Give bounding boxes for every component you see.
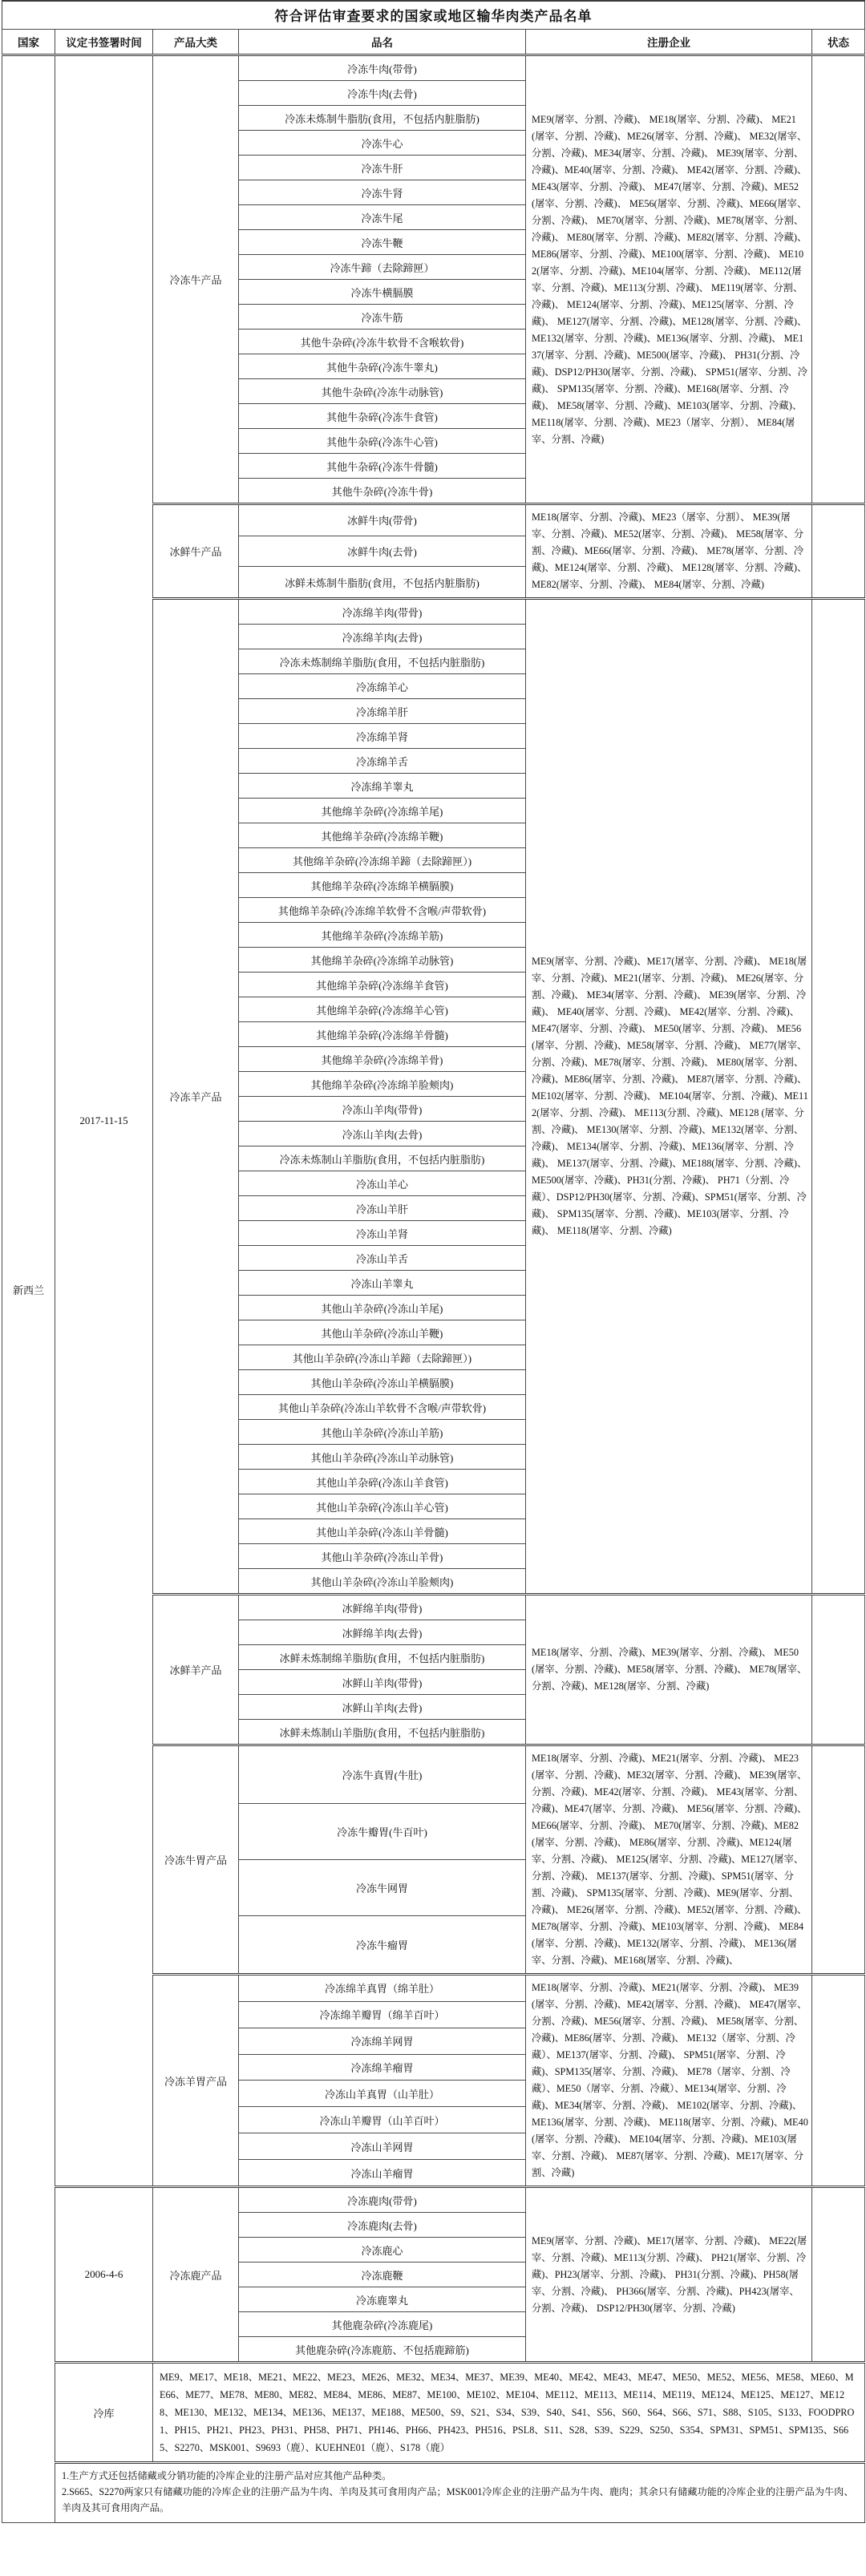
cold-storage-enterprises-cell: ME9、ME17、ME18、ME21、ME22、ME23、ME26、ME32、ME34、ME37、ME39、ME40、ME42、ME43、ME47、ME50、ME52、ME56、ME58、ME60、ME66、ME77、ME78、ME80、ME82、ME84、ME86、ME87、ME100、ME102、ME104、ME112、ME113、ME114、ME119、ME124、ME125、ME127、ME128、ME130、ME132、ME134、ME136、ME137、ME188、ME500、S9、S21、S34、S39、S40、S41、S56、S60、S64、S66、S71、S88、S105、S133、FOODPRO1、PH15、PH21、PH23、PH31、PH58、PH71、PH146、PH66、PH423、PH516、PSL8、S11、S28、S39、S229、S250、S354、SPM31、SPM51、SPM135、S665、S2270、MSK001、S9693（鹿）、KUEHNE01（鹿）、S178（鹿） (153, 2363, 865, 2463)
product-cell: 冷冻山羊瘤胃 (239, 2160, 526, 2187)
product-cell: 冷冻未炼制绵羊脂肪(食用，不包括内脏脂肪) (239, 649, 526, 674)
document-sheet (2, 0, 864, 2523)
product-cell: 冷冻牛瓣胃(牛百叶) (239, 1803, 526, 1859)
product-cell: 其他山羊杂碎(冷冻山羊动脉管) (239, 1445, 526, 1470)
product-cell: 冷冻鹿睾丸 (239, 2287, 526, 2312)
product-cell: 其他牛杂碎(冷冻牛骨髓) (239, 454, 526, 479)
protocol-date-cell: 2006-4-6 (55, 2187, 153, 2363)
product-cell: 其他牛杂碎(冷冻牛骨) (239, 479, 526, 504)
product-cell: 冷冻山羊心 (239, 1171, 526, 1196)
product-cell: 冰鲜牛肉(去骨) (239, 536, 526, 567)
enterprises-cell: ME18(屠宰、分割、冷藏)、ME21(屠宰、分割、冷藏)、 ME23(屠宰、分割、冷藏)、ME32(屠宰、分割、冷藏)、 ME39(屠宰、分割、冷藏)、ME42(屠宰、分割、冷藏)、 ME43(屠宰、分割、冷藏)、ME47(屠宰、分割、冷藏)、 ME56(屠宰、分割、冷藏)、ME66(屠宰、分割、冷藏)、 ME70(屠宰、分割、冷藏)、ME82(屠宰、分割、冷藏)、 ME86(屠宰、分割、冷藏)、ME124(屠宰、分割、冷藏)、 ME125(屠宰、分割、冷藏)、ME127(屠宰、分割、冷藏)、 ME137(屠宰、分割、冷藏)、SPM51(屠宰、分割、冷藏)、 SPM135(屠宰、分割、冷藏)、ME9(屠宰、分割、冷藏)、 ME26(屠宰、分割、冷藏)、ME52(屠宰、分割、冷藏)、 ME78(屠宰、分割、冷藏)、ME103(屠宰、分割、冷藏)、 ME84(屠宰、分割、冷藏)、ME132(屠宰、分割、冷藏)、 ME136(屠宰、分割、冷藏)、ME168(屠宰、分割、冷藏)、 (526, 1745, 812, 1975)
status-cell (812, 55, 865, 504)
product-cell: 冷冻绵羊肉(带骨) (239, 599, 526, 625)
product-cell: 其他绵羊杂碎(冷冻绵羊蹄（去除蹄匣）) (239, 848, 526, 873)
status-cell (812, 2187, 865, 2363)
title-row (2, 1, 865, 30)
product-cell: 其他牛杂碎(冷冻牛食管) (239, 404, 526, 429)
product-cell: 冰鲜未炼制绵羊脂肪(食用，不包括内脏脂肪) (239, 1645, 526, 1670)
product-cell: 冷冻山羊网胃 (239, 2133, 526, 2160)
product-cell: 其他山羊杂碎(冷冻山羊尾) (239, 1296, 526, 1320)
product-cell: 冷冻绵羊肾 (239, 724, 526, 749)
product-cell: 冷冻山羊睾丸 (239, 1271, 526, 1296)
product-cell: 其他山羊杂碎(冷冻山羊食管) (239, 1470, 526, 1494)
product-cell: 其他山羊杂碎(冷冻山羊蹄（去除蹄匣）) (239, 1345, 526, 1370)
product-cell: 其他绵羊杂碎(冷冻绵羊鞭) (239, 823, 526, 848)
product-cell: 其他绵羊杂碎(冷冻绵羊筋) (239, 923, 526, 948)
col-header-product-name: 品名 (239, 30, 526, 55)
product-cell: 其他绵羊杂碎(冷冻绵羊动脉管) (239, 948, 526, 973)
status-cell (812, 1595, 865, 1745)
product-cell: 其他绵羊杂碎(冷冻绵羊骨) (239, 1047, 526, 1072)
product-cell: 冷冻鹿心 (239, 2238, 526, 2263)
product-cell: 其他绵羊杂碎(冷冻绵羊骨髓) (239, 1022, 526, 1047)
product-cell: 冷冻山羊肝 (239, 1196, 526, 1221)
col-header-registered-enterprises: 注册企业 (526, 30, 812, 55)
product-cell: 冷冻牛肝 (239, 156, 526, 180)
product-cell: 冷冻绵羊舌 (239, 749, 526, 774)
product-cell: 冷冻绵羊瘤胃 (239, 2054, 526, 2081)
product-cell: 冷冻绵羊瓣胃（绵羊百叶） (239, 2001, 526, 2028)
enterprises-cell: ME9(屠宰、分割、冷藏)、ME17(屠宰、分割、冷藏)、 ME22(屠宰、分割、冷藏)、ME113(分割、冷藏)、 PH21(屠宰、分割、冷藏)、PH23(屠宰、分割、冷藏)、 PH31(分割、冷藏)、PH58(屠宰、分割、冷藏)、 PH366(屠宰、分割、冷藏)、PH423(屠宰、分割、冷藏)、 DSP12/PH30(屠宰、分割、冷藏) (526, 2187, 812, 2363)
product-cell: 冰鲜山羊肉(带骨) (239, 1670, 526, 1695)
category-cell: 冷冻鹿产品 (153, 2187, 239, 2363)
product-cell: 冷冻山羊肾 (239, 1221, 526, 1246)
status-cell (812, 1975, 865, 2187)
products-table (2, 0, 865, 2523)
table-row (2, 55, 865, 81)
product-cell: 其他山羊杂碎(冷冻山羊心管) (239, 1494, 526, 1519)
product-cell: 冷冻牛蹄（去除蹄匣） (239, 255, 526, 280)
notes-row (2, 2463, 865, 2523)
product-cell: 其他山羊杂碎(冷冻山羊骨) (239, 1544, 526, 1569)
product-cell: 其他山羊杂碎(冷冻山羊骨髓) (239, 1519, 526, 1544)
table-header (2, 30, 865, 55)
product-cell: 冰鲜未炼制山羊脂肪(食用，不包括内脏脂肪) (239, 1720, 526, 1745)
note-text: 2.S665、S2270两家只有储藏功能的冷库企业的注册产品为牛肉、羊肉及其可食用肉产品；MSK001冷库企业的注册产品为牛肉、鹿肉；其余只有储藏功能的冷库企业的注册产品为牛肉、羊肉及其可食用肉产品。 (62, 2486, 854, 2513)
product-cell: 冷冻山羊舌 (239, 1246, 526, 1271)
product-cell: 其他山羊杂碎(冷冻山羊横膈膜) (239, 1370, 526, 1395)
product-cell: 其他鹿杂碎(冷冻鹿筋、不包括鹿蹄筋) (239, 2337, 526, 2363)
product-cell: 其他山羊杂碎(冷冻山羊鞭) (239, 1320, 526, 1345)
col-header-protocol-date: 议定书签署时间 (55, 30, 153, 55)
product-cell: 其他绵羊杂碎(冷冻绵羊食管) (239, 973, 526, 997)
enterprises-cell: ME9(屠宰、分割、冷藏)、 ME18(屠宰、分割、冷藏)、 ME21(屠宰、分割、冷藏)、ME26(屠宰、分割、冷藏)、 ME32(屠宰、分割、冷藏)、ME34(屠宰、分割、冷藏)、 ME39(屠宰、分割、冷藏)、ME40(屠宰、分割、冷藏)、 ME42(屠宰、分割、冷藏)、ME43(屠宰、分割、冷藏)、 ME47(屠宰、分割、冷藏)、ME52(屠宰、分割、冷藏)、 ME56(屠宰、分割、冷藏)、ME66(屠宰、分割、冷藏)、 ME70(屠宰、分割、冷藏)、ME78(屠宰、分割、冷藏)、 ME80(屠宰、分割、冷藏)、ME82(屠宰、分割、冷藏)、 ME86(屠宰、分割、冷藏)、ME100(屠宰、分割、冷藏)、 ME102(屠宰、分割、冷藏)、ME104(屠宰、分割、冷藏)、 ME112(屠宰、分割、冷藏)、ME113(分割、冷藏)、 ME119(屠宰、分割、冷藏)、 ME124(屠宰、分割、冷藏)、ME125(屠宰、分割、冷藏)、 ME127(屠宰、分割、冷藏)、ME128(屠宰、分割、冷藏)、 ME132(屠宰、分割、冷藏)、ME136(屠宰、分割、冷藏)、 ME137(屠宰、分割、冷藏)、ME500(屠宰、冷藏)、 PH31(分割、冷藏)、DSP12/PH30(屠宰、分割、冷藏)、 SPM51(屠宰、分割、冷藏)、 SPM135(屠宰、分割、冷藏)、ME168(屠宰、分割、冷藏)、 ME58(屠宰、分割、冷藏)、ME103(屠宰、分割、冷藏)、 ME118(屠宰、分割、冷藏)、ME23（屠宰、分割）、 ME84(屠宰、分割、冷藏) (526, 55, 812, 504)
product-cell: 冷冻绵羊真胃（绵羊肚） (239, 1975, 526, 2002)
product-cell: 其他牛杂碎(冷冻牛心管) (239, 429, 526, 454)
page-title: 符合评估审查要求的国家或地区输华肉类产品名单 (2, 1, 865, 30)
product-cell: 其他山羊杂碎(冷冻山羊软骨不含喉/声带软骨) (239, 1395, 526, 1420)
product-cell: 其他鹿杂碎(冷冻鹿尾) (239, 2312, 526, 2337)
note-text: 1.生产方式还包括储藏或分销功能的冷库企业的注册产品对应其他产品种类。 (62, 2470, 392, 2481)
enterprises-cell: ME18(屠宰、分割、冷藏)、ME23（屠宰、分割）、 ME39(屠宰、分割、冷藏)、ME52(屠宰、分割、冷藏)、 ME58(屠宰、分割、冷藏)、ME66(屠宰、分割、冷藏)、 ME78(屠宰、分割、冷藏)、ME124(屠宰、分割、冷藏)、 ME128(屠宰、分割、冷藏)、ME82(屠宰、分割、冷藏)、 ME84(屠宰、分割、冷藏) (526, 504, 812, 599)
product-cell: 其他牛杂碎(冷冻牛软骨不含喉软骨) (239, 330, 526, 354)
category-cell: 冷冻羊胃产品 (153, 1975, 239, 2187)
product-cell: 冷冻牛肉(去骨) (239, 81, 526, 106)
cold-storage-label-cell: 冷库 (55, 2363, 153, 2463)
product-cell: 冷冻山羊肉(去骨) (239, 1122, 526, 1146)
product-cell: 冷冻绵羊睾丸 (239, 774, 526, 799)
product-cell: 冰鲜牛肉(带骨) (239, 504, 526, 536)
product-cell: 冷冻牛网胃 (239, 1859, 526, 1915)
category-cell: 冰鲜羊产品 (153, 1595, 239, 1745)
status-cell (812, 1745, 865, 1975)
col-header-category: 产品大类 (153, 30, 239, 55)
product-cell: 其他绵羊杂碎(冷冻绵羊脸颊肉) (239, 1072, 526, 1097)
product-cell: 冷冻牛肉(带骨) (239, 55, 526, 81)
product-cell: 冷冻牛筋 (239, 305, 526, 330)
product-cell: 其他山羊杂碎(冷冻山羊脸颊肉) (239, 1569, 526, 1595)
product-cell: 冷冻山羊肉(带骨) (239, 1097, 526, 1122)
category-cell: 冷冻牛产品 (153, 55, 239, 504)
product-cell: 冷冻绵羊心 (239, 674, 526, 699)
product-cell: 其他绵羊杂碎(冷冻绵羊横膈膜) (239, 873, 526, 898)
product-cell: 冷冻牛心 (239, 131, 526, 156)
product-cell: 冷冻未炼制山羊脂肪(食用，不包括内脏脂肪) (239, 1146, 526, 1171)
product-cell: 冷冻鹿鞭 (239, 2263, 526, 2287)
product-cell: 冷冻牛瘤胃 (239, 1916, 526, 1975)
product-cell: 冷冻山羊真胃（山羊肚） (239, 2081, 526, 2107)
protocol-date-cell: 2017-11-15 (55, 55, 153, 2187)
category-cell: 冷冻牛胃产品 (153, 1745, 239, 1975)
col-header-status: 状态 (812, 30, 865, 55)
product-cell: 冰鲜绵羊肉(带骨) (239, 1595, 526, 1620)
enterprises-cell: ME9(屠宰、分割、冷藏)、ME17(屠宰、分割、冷藏)、 ME18(屠宰、分割、冷藏)、ME21(屠宰、分割、冷藏)、 ME26(屠宰、分割、冷藏)、 ME34(屠宰、分割、冷藏)、 ME39(屠宰、分割、冷藏)、 ME40(屠宰、分割、冷藏)、 ME42(屠宰、分割、冷藏)、 ME47(屠宰、分割、冷藏)、 ME50(屠宰、分割、冷藏)、 ME56(屠宰、分割、冷藏)、ME58(屠宰、分割、冷藏)、 ME77(屠宰、分割、冷藏)、ME78(屠宰、分割、冷藏)、 ME80(屠宰、分割、冷藏)、ME86(屠宰、分割、冷藏)、 ME87(屠宰、分割、冷藏)、ME102(屠宰、分割、冷藏)、 ME104(屠宰、分割、冷藏)、ME112(屠宰、分割、冷藏)、 ME113(分割、冷藏)、ME128 (屠宰、分割、冷藏)、 ME130(屠宰、分割、冷藏)、ME132(屠宰、分割、冷藏)、 ME134(屠宰、分割、冷藏)、ME136(屠宰、分割、冷藏)、 ME137(屠宰、分割、冷藏)、ME188(屠宰、分割、冷藏)、 ME500(屠宰、冷藏)、PH31(分割、冷藏)、 PH71（分割、冷藏）、DSP12/PH30(屠宰、分割、冷藏)、SPM51(屠宰、分割、冷藏)、 SPM135(屠宰、分割、冷藏)、ME103(屠宰、分割、冷藏)、 ME118(屠宰、分割、冷藏) (526, 599, 812, 1595)
product-cell: 冰鲜山羊肉(去骨) (239, 1695, 526, 1720)
product-cell: 冷冻未炼制牛脂肪(食用，不包括内脏脂肪) (239, 106, 526, 131)
product-cell: 其他绵羊杂碎(冷冻绵羊心管) (239, 997, 526, 1022)
product-cell: 冰鲜未炼制牛脂肪(食用，不包括内脏脂肪) (239, 567, 526, 599)
product-cell: 冷冻鹿肉(去骨) (239, 2213, 526, 2238)
status-cell (812, 599, 865, 1595)
product-cell: 冷冻绵羊肝 (239, 699, 526, 724)
notes-cell (55, 2463, 865, 2523)
product-cell: 冷冻牛鞭 (239, 230, 526, 255)
enterprises-cell: ME18(屠宰、分割、冷藏)、ME39(屠宰、分割、冷藏)、 ME50(屠宰、分割、冷藏)、ME58(屠宰、分割、冷藏)、 ME78(屠宰、分割、冷藏)、ME128(屠宰、分割、冷藏) (526, 1595, 812, 1745)
product-cell: 冷冻鹿肉(带骨) (239, 2187, 526, 2213)
product-cell: 其他绵羊杂碎(冷冻绵羊尾) (239, 799, 526, 823)
product-cell: 冰鲜绵羊肉(去骨) (239, 1620, 526, 1645)
product-cell: 冷冻牛肾 (239, 180, 526, 205)
product-cell: 冷冻绵羊肉(去骨) (239, 625, 526, 649)
product-cell: 其他牛杂碎(冷冻牛动脉管) (239, 379, 526, 404)
status-cell (812, 504, 865, 599)
product-cell: 其他牛杂碎(冷冻牛睾丸) (239, 354, 526, 379)
product-cell: 冷冻牛尾 (239, 205, 526, 230)
table-row (2, 2187, 865, 2213)
col-header-country: 国家 (2, 30, 55, 55)
product-cell: 冷冻牛真胃(牛肚) (239, 1745, 526, 1804)
product-cell: 冷冻绵羊网胃 (239, 2028, 526, 2054)
category-cell: 冰鲜牛产品 (153, 504, 239, 599)
country-cell: 新西兰 (2, 55, 55, 2523)
product-cell: 其他绵羊杂碎(冷冻绵羊软骨不含喉/声带软骨) (239, 898, 526, 923)
category-cell: 冷冻羊产品 (153, 599, 239, 1595)
cold-storage-row (2, 2363, 865, 2463)
product-cell: 冷冻牛横膈膜 (239, 280, 526, 305)
enterprises-cell: ME18(屠宰、分割、冷藏)、ME21(屠宰、分割、冷藏)、 ME39(屠宰、分割、冷藏)、ME42(屠宰、分割、冷藏)、 ME47(屠宰、分割、冷藏)、ME56(屠宰、分割、冷藏)、 ME58(屠宰、分割、冷藏)、ME86(屠宰、分割、冷藏)、 ME132（屠宰、分割、冷藏）、ME137(屠宰、分割、冷藏)、 SPM51(屠宰、分割、冷藏)、SPM135(屠宰、分割、冷藏)、 ME78（屠宰、分割、冷藏）、ME50（屠宰、分割、冷藏）、ME134(屠宰、分割、冷藏)、ME34(屠宰、分割、冷藏)、 ME102(屠宰、分割、冷藏)、ME136(屠宰、分割、冷藏)、 ME118(屠宰、分割、冷藏)、ME40(屠宰、分割、冷藏)、 ME104(屠宰、分割、冷藏)、ME103(屠宰、分割、冷藏)、 ME87(屠宰、分割、冷藏)、ME17(屠宰、分割、冷藏) (526, 1975, 812, 2187)
product-cell: 冷冻山羊瓣胃（山羊百叶） (239, 2107, 526, 2133)
product-cell: 其他山羊杂碎(冷冻山羊筋) (239, 1420, 526, 1445)
